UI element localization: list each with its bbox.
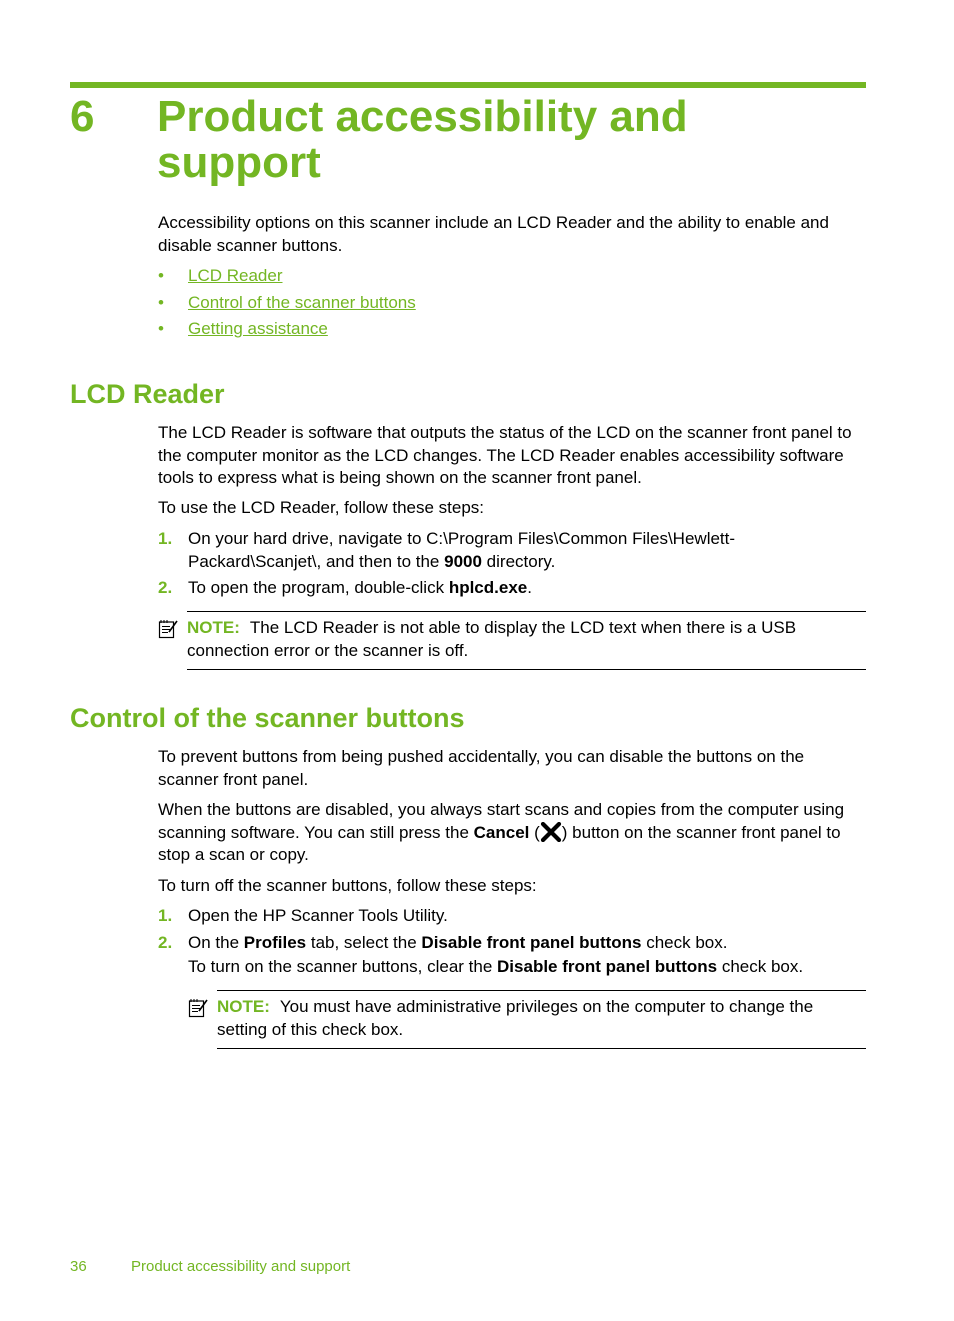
lcd-reader-steps-intro: To use the LCD Reader, follow these steps: — [158, 498, 485, 517]
control-step-1: Open the HP Scanner Tools Utility. — [188, 906, 448, 925]
step-number: 2. — [158, 578, 173, 597]
control-step-2: On the Profiles tab, select the Disable front panel buttons check box. — [188, 933, 728, 952]
lcd-note: NOTE: The LCD Reader is not able to display the LCD text when there is a USB connection error or the scanner is off. — [187, 618, 797, 660]
control-paragraph-1: To prevent buttons from being pushed accidentally, you can disable the buttons on the scanner front panel. — [158, 747, 805, 789]
link-control-scanner-buttons[interactable]: Control of the scanner buttons — [188, 293, 416, 312]
chapter-number: 6 — [70, 92, 95, 141]
link-lcd-reader[interactable]: LCD Reader — [188, 266, 283, 285]
control-note: NOTE: You must have administrative privileges on the computer to change the setting of this check box. — [217, 997, 814, 1039]
lcd-step-1: On your hard drive, navigate to C:\Program Files\Common Files\Hewlett-Packard\Scanjet\, and then to the 9000 directory. — [188, 529, 736, 571]
note-icon — [188, 998, 208, 1018]
bullet-icon: • — [158, 266, 164, 285]
step-number: 1. — [158, 906, 173, 925]
chapter-title: Product accessibility and support — [157, 92, 688, 187]
note-icon — [158, 619, 178, 639]
note-top-rule — [187, 611, 866, 612]
control-paragraph-2: When the buttons are disabled, you always start scans and copies from the computer using scanning software. You can still press the Cancel ( ) button on the scanner front panel to stop a scan or copy. — [158, 800, 845, 864]
lcd-reader-heading: LCD Reader — [70, 379, 225, 409]
lcd-reader-paragraph: The LCD Reader is software that outputs the status of the LCD on the scanner front panel to the computer monitor as the LCD changes. The LCD Reader enables accessibility software tools to express what is being shown on the scanner front panel. — [158, 423, 852, 487]
bullet-icon: • — [158, 319, 164, 338]
note-label: NOTE: — [217, 997, 270, 1016]
lcd-step-2: To open the program, double-click hplcd.exe. — [188, 578, 532, 597]
note-bottom-rule — [187, 669, 866, 670]
intro-paragraph: Accessibility options on this scanner include an LCD Reader and the ability to enable and disable scanner buttons. — [158, 213, 829, 255]
step-number: 2. — [158, 933, 173, 952]
control-step-2-sub: To turn on the scanner buttons, clear the Disable front panel buttons check box. — [188, 957, 804, 976]
footer-title: Product accessibility and support — [131, 1258, 351, 1275]
control-steps-intro: To turn off the scanner buttons, follow these steps: — [158, 876, 537, 895]
control-buttons-heading: Control of the scanner buttons — [70, 703, 465, 733]
footer-page-number: 36 — [70, 1258, 87, 1275]
cancel-x-icon — [540, 822, 562, 842]
note-bottom-rule — [217, 1048, 866, 1049]
link-getting-assistance[interactable]: Getting assistance — [188, 319, 328, 338]
note-top-rule — [217, 990, 866, 991]
chapter-top-rule — [70, 82, 866, 88]
bullet-icon: • — [158, 293, 164, 312]
step-number: 1. — [158, 529, 173, 548]
note-label: NOTE: — [187, 618, 240, 637]
